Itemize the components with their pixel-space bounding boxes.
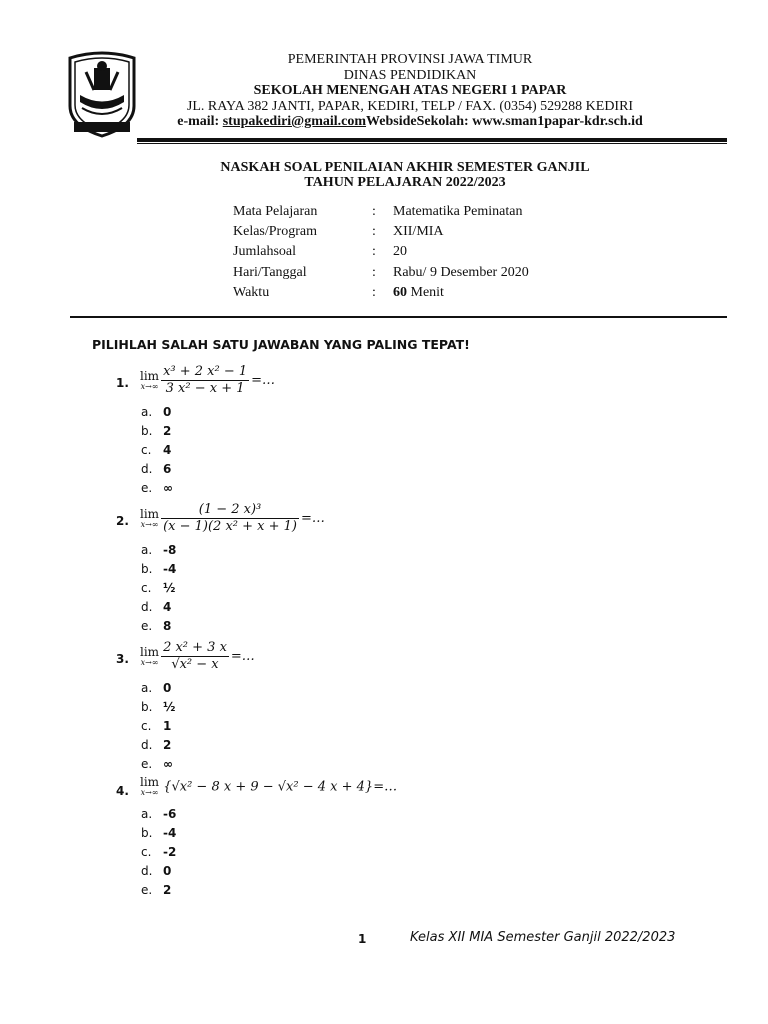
fraction: $\frac{\text{(1 − 2 x)³}}{\text{(x − 1)(2 x² + x + 1)}}$ — [163, 502, 297, 534]
question-number: 3. — [116, 652, 129, 666]
page-number: 1 — [358, 932, 367, 946]
option[interactable]: e. 8 — [141, 619, 172, 633]
option[interactable]: c. ½ — [141, 581, 176, 595]
question-1-expression: lim x→∞ $\frac{\text{x³ + 2 x² − 1}}{\text{3 x² − x + 1}}$ =… — [140, 364, 276, 396]
header-rule-thin — [137, 143, 727, 144]
option[interactable]: b. ½ — [141, 700, 176, 714]
exam-year: TAHUN PELAJARAN 2022/2023 — [304, 175, 506, 190]
province-seal-logo — [64, 50, 140, 140]
option[interactable]: c. 4 — [141, 443, 172, 457]
option[interactable]: a. 0 — [141, 681, 172, 695]
limit-operator: lim x→∞ — [140, 775, 160, 797]
option[interactable]: b. -4 — [141, 826, 177, 840]
question-4-expression: lim x→∞ {√x² − 8 x + 9 − √x² − 4 x + 4}=… — [140, 775, 398, 797]
option[interactable]: c. -2 — [141, 845, 177, 859]
limit-operator: lim x→∞ — [140, 644, 160, 667]
question-number: 4. — [116, 784, 129, 798]
header-address: JL. RAYA 382 JANTI, PAPAR, KEDIRI, TELP / FAX. (0354) 529288 KEDIRI — [186, 99, 634, 114]
option[interactable]: d. 6 — [141, 462, 172, 476]
option[interactable]: b. -4 — [141, 562, 177, 576]
section-divider — [70, 316, 727, 318]
header-rule-thick — [137, 138, 727, 142]
website-label: WebsideSekolah: — [366, 114, 473, 129]
question-2-expression: lim x→∞ $\frac{\text{(1 − 2 x)³}}{\text{(x − 1)(2 x² + x + 1)}}$ =… — [140, 502, 325, 534]
option[interactable]: a. 0 — [141, 405, 172, 419]
option[interactable]: a. -8 — [141, 543, 177, 557]
footer-text: Kelas XII MIA Semester Ganjil 2022/2023 — [410, 930, 676, 945]
option[interactable]: a. -6 — [141, 807, 177, 821]
header-department: DINAS PENDIDIKAN — [343, 68, 477, 83]
question-3-expression: lim x→∞ $\frac{\text{2 x² + 3 x}}{\text{√x² − x}}$ =… — [140, 640, 255, 672]
email-label: e-mail: — [177, 114, 223, 129]
header-contact — [160, 114, 660, 130]
question-number: 2. — [116, 514, 129, 528]
website-link[interactable]: www.sman1papar-kdr.sch.id — [472, 114, 643, 129]
option[interactable]: c. 1 — [141, 719, 172, 733]
option[interactable]: e. ∞ — [141, 757, 173, 771]
option[interactable]: e. ∞ — [141, 481, 173, 495]
option[interactable]: e. 2 — [141, 883, 172, 897]
fraction: $\frac{\text{x³ + 2 x² − 1}}{\text{3 x² − x + 1}}$ — [163, 364, 248, 396]
email-link[interactable]: stupakediri@gmail.com — [222, 114, 367, 129]
instruction: PILIHLAH SALAH SATU JAWABAN YANG PALING TEPAT! — [92, 337, 470, 352]
exam-title: NASKAH SOAL PENILAIAN AKHIR SEMESTER GANJIL — [220, 160, 590, 175]
question-number: 1. — [116, 376, 129, 390]
header-school-name: SEKOLAH MENENGAH ATAS NEGERI 1 PAPAR — [253, 83, 567, 98]
limit-operator: lim x→∞ — [140, 506, 160, 529]
header-government: PEMERINTAH PROVINSI JAWA TIMUR — [287, 52, 533, 67]
option[interactable]: d. 4 — [141, 600, 172, 614]
option[interactable]: d. 2 — [141, 738, 172, 752]
option[interactable]: b. 2 — [141, 424, 172, 438]
limit-operator: lim x→∞ — [140, 368, 160, 391]
fraction: $\frac{\text{2 x² + 3 x}}{\text{√x² − x}}$ — [163, 640, 227, 672]
option[interactable]: d. 0 — [141, 864, 172, 878]
